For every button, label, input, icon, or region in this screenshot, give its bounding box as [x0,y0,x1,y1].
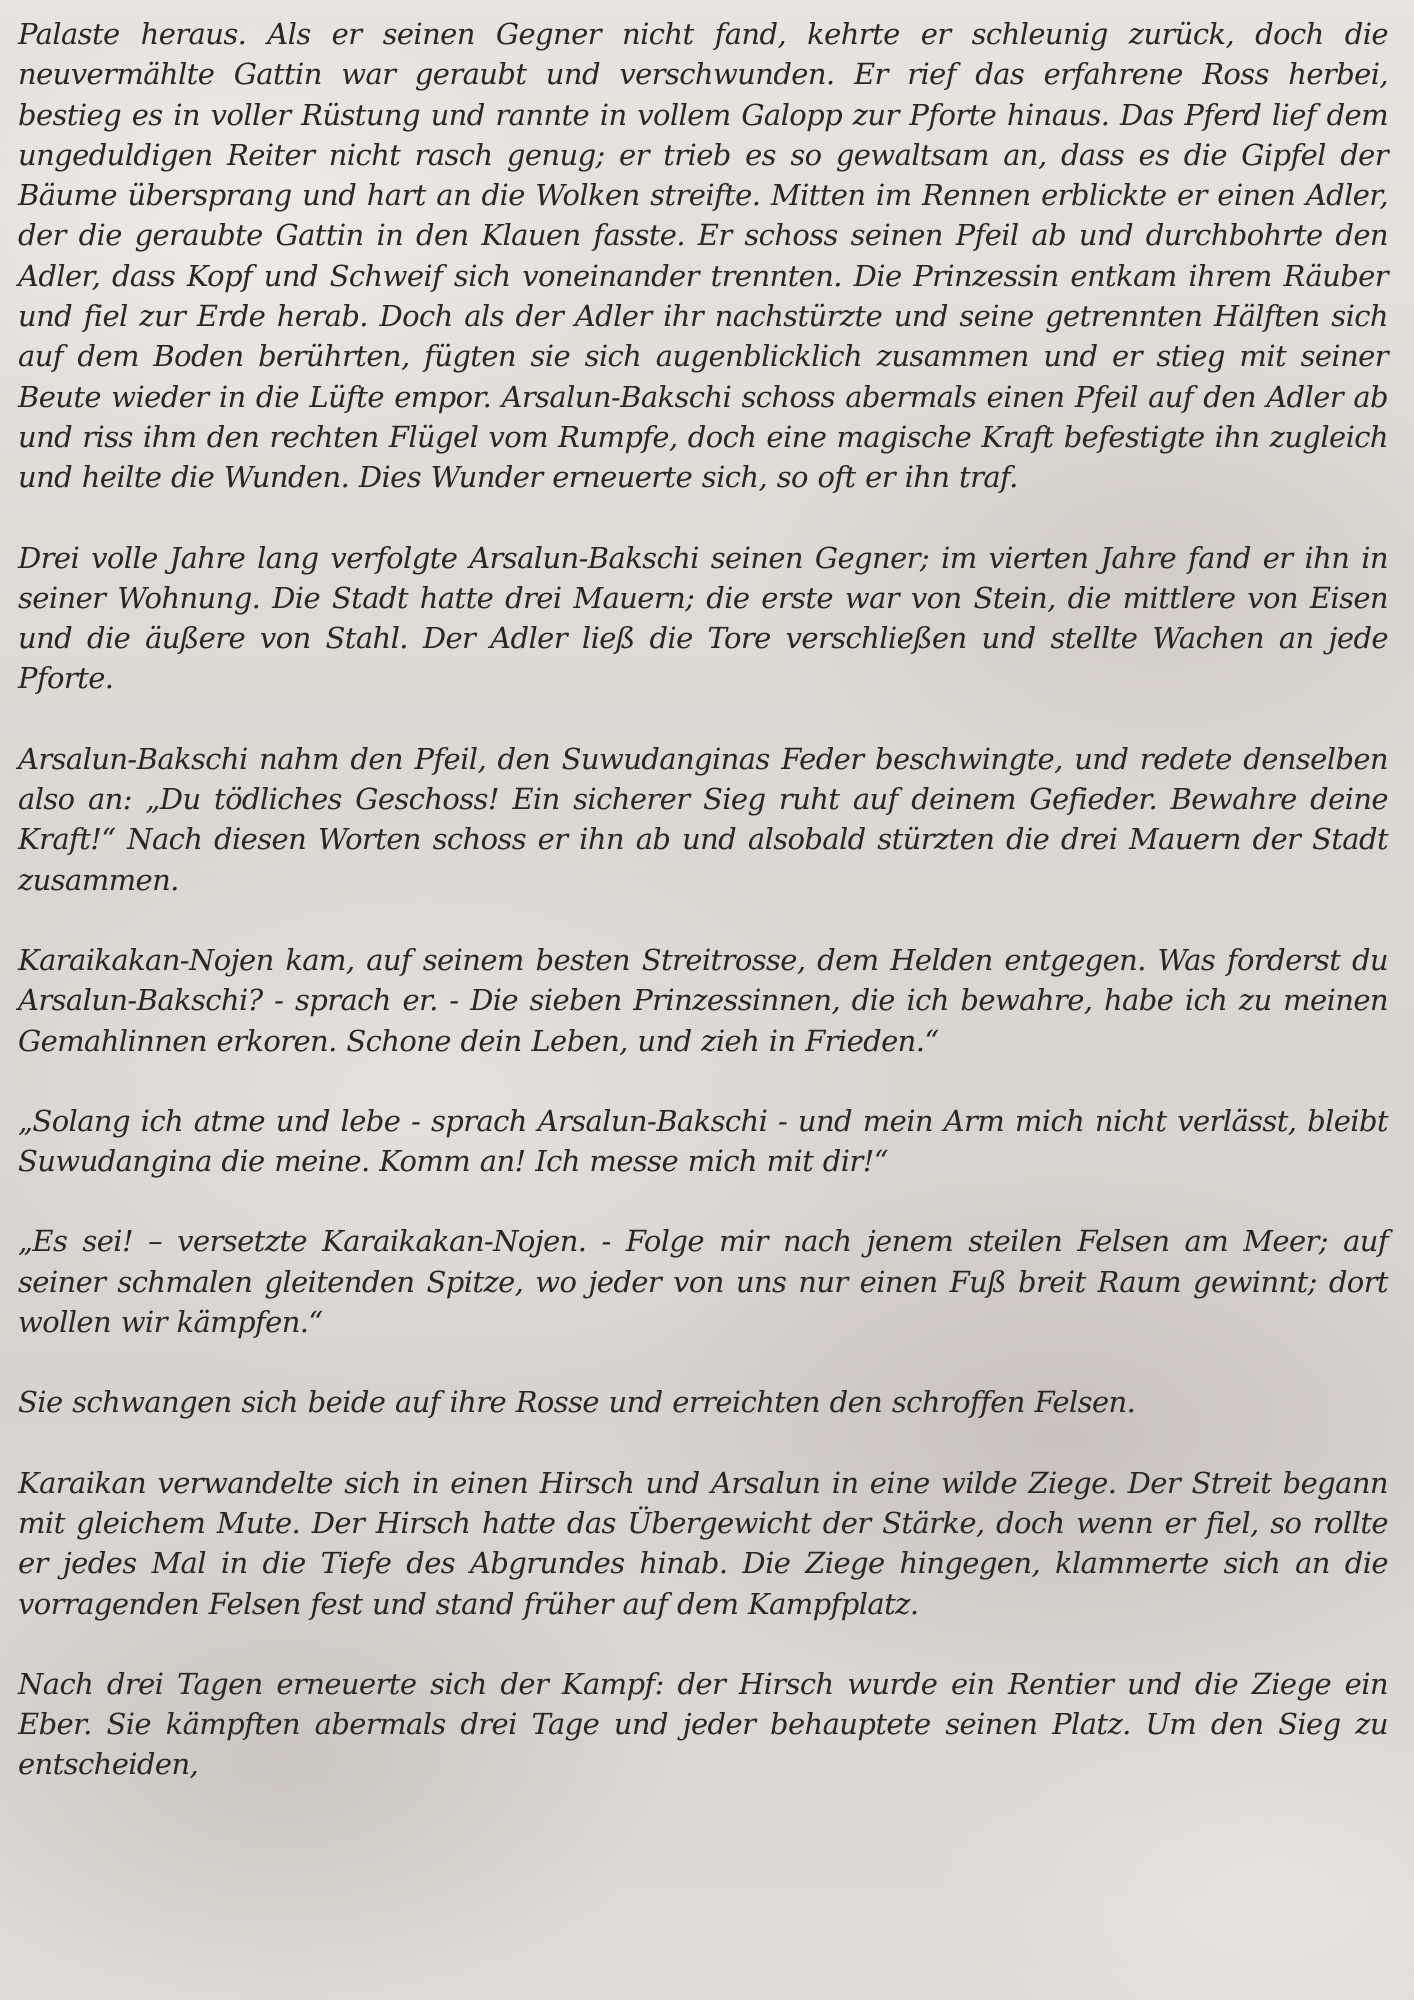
paragraph-4: Karaikakan-Nojen kam, auf seinem besten Streitrosse, dem Helden entgegen. Was forderst du Arsalun-Bakschi? - sprach er. - Die sieben Prinzessinnen, die ich bewahre, habe ich zu meinen Gemahlinnen erkoren. Schone dein Leben, und zieh in Frieden.“ [18,942,1388,1058]
paragraph-1: Palaste heraus. Als er seinen Gegner nicht fand, kehrte er schleunig zurück, doch die neuvermählte Gattin war geraubt und verschwunden. Er rief das erfahrene Ross herbei, bestieg es in voller Rüstung und rannte in vollem Galopp zur Pforte hinaus. Das Pferd lief dem ungeduldigen Reiter nicht rasch genug; er trieb es so gewaltsam an, dass es die Gipfel der Bäume übersprang und hart an die Wolken streifte. Mitten im Rennen erblickte er einen Adler, der die geraubte Gattin in den Klauen fasste. Er schoss seinen Pfeil ab und durchbohrte den Adler, dass Kopf und Schweif sich voneinander trennten. Die Prinzessin entkam ihrem Räuber und fiel zur Erde herab. Doch als der Adler ihr nachstürzte und seine getrennten Hälften sich auf dem Boden berührten, fügten sie sich augenblicklich zusammen und er stieg mit seiner Beute wieder in die Lüfte empor. Arsalun-Bakschi schoss abermals einen Pfeil auf den Adler ab und riss ihm den rechten Flügel vom Rumpfe, doch eine magische Kraft befestigte ihn zugleich und heilte die Wunden. Dies Wunder erneuerte sich, so oft er ihn traf. [18,17,1388,495]
page-text [18,14,1388,1785]
paragraph-6: „Es sei! – versetzte Karaikakan-Nojen. - Folge mir nach jenem steilen Felsen am Meer; auf seiner schmalen gleitenden Spitze, wo jeder von uns nur einen Fuß breit Raum gewinnt; dort wollen wir kämpfen.“ [18,1224,1388,1340]
paragraph-2: Drei volle Jahre lang verfolgte Arsalun-Bakschi seinen Gegner; im vierten Jahre fand er ihn in seiner Wohnung. Die Stadt hatte drei Mauern; die erste war von Stein, die mittlere von Eisen und die äußere von Stahl. Der Adler ließ die Tore verschließen und stellte Wachen an jede Pforte. [18,540,1388,696]
paragraph-7: Sie schwangen sich beide auf ihre Rosse und erreichten den schroffen Felsen. [18,1385,1136,1420]
paragraph-9: Nach drei Tagen erneuerte sich der Kampf: der Hirsch wurde ein Rentier und die Ziege ein Eber. Sie kämpften abermals drei Tage und jeder behauptete seinen Platz. Um den Sieg zu entscheiden, [18,1666,1388,1782]
paragraph-3: Arsalun-Bakschi nahm den Pfeil, den Suwudanginas Feder beschwingte, und redete denselben also an: „Du tödliches Geschoss! Ein sicherer Sieg ruht auf deinem Gefieder. Bewahre deine Kraft!“ Nach diesen Worten schoss er ihn ab und alsobald stürzten die drei Mauern der Stadt zusammen. [18,741,1388,897]
paragraph-8: Karaikan verwandelte sich in einen Hirsch und Arsalun in eine wilde Ziege. Der Streit begann mit gleichem Mute. Der Hirsch hatte das Übergewicht der Stärke, doch wenn er fiel, so rollte er jedes Mal in die Tiefe des Abgrundes hinab. Die Ziege hingegen, klammerte sich an die vorragenden Felsen fest und stand früher auf dem Kampfplatz. [18,1465,1388,1621]
paragraph-5: „Solang ich atme und lebe - sprach Arsalun-Bakschi - und mein Arm mich nicht verlässt, bleibt Suwudangina die meine. Komm an! Ich messe mich mit dir!“ [18,1103,1388,1179]
